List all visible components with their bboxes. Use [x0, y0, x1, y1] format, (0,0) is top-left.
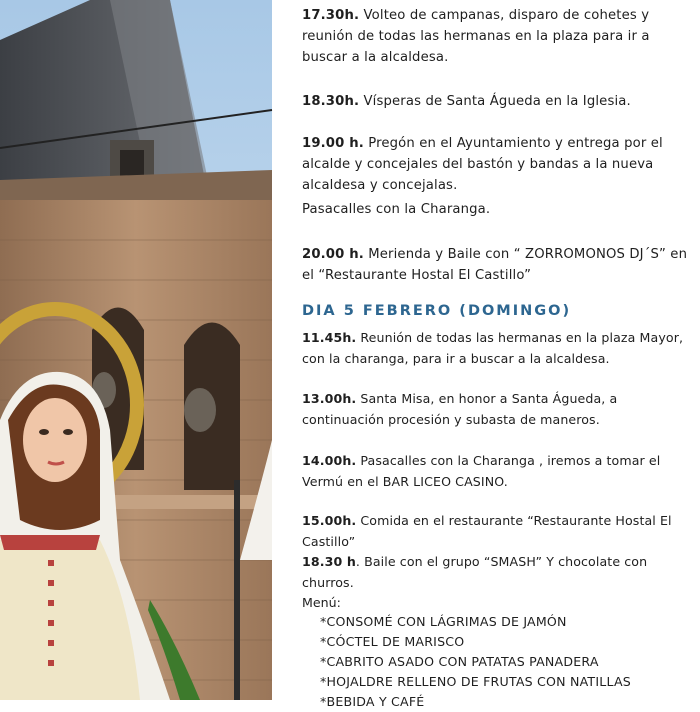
- event-time: 18.30h.: [302, 94, 360, 109]
- event-time: 20.00 h.: [302, 247, 364, 262]
- event-time: 17.30h.: [302, 8, 360, 23]
- menu-item: *HOJALDRE RELLENO DE FRUTAS CON NATILLAS: [320, 674, 631, 689]
- event-description: Reunión de todas las hermanas en la plaza Mayor, con la charanga, para ir a buscar a la alcaldesa.: [302, 330, 684, 366]
- event-1300: [302, 388, 694, 430]
- event-description: Merienda y Baile con “ ZORROMONOS DJ´S” en el “Restaurante Hostal El Castillo”: [302, 247, 688, 283]
- menu-item: *CÓCTEL DE MARISCO: [320, 634, 465, 649]
- event-description: Vísperas de Santa Águeda en la Iglesia.: [359, 94, 631, 109]
- menu-item: *CABRITO ASADO CON PATATAS PANADERA: [320, 654, 599, 669]
- event-time: 18.30 h: [302, 554, 356, 569]
- menu-label: Menú:: [302, 595, 341, 610]
- event-description: Santa Misa, en honor a Santa Águeda, a continuación procesión y subasta de maneros.: [302, 391, 618, 427]
- event-1830: [302, 91, 694, 112]
- event-description: Comida en el restaurante “Restaurante Hostal El Castillo”: [302, 513, 672, 549]
- church-tower-image: [0, 0, 272, 700]
- event-time: 14.00h.: [302, 453, 357, 468]
- event-description: Volteo de campanas, disparo de cohetes y reunión de todas las hermanas en la plaza para ir a buscar a la alcaldesa.: [302, 8, 650, 65]
- event-time: 19.00 h.: [302, 136, 364, 151]
- menu-item: *CONSOMÉ CON LÁGRIMAS DE JAMÓN: [320, 614, 567, 629]
- event-2000: [302, 244, 694, 286]
- church-photo: [0, 0, 272, 700]
- program-text: [302, 0, 694, 709]
- event-1830-sunday: [302, 551, 694, 593]
- event-time: 15.00h.: [302, 513, 357, 528]
- event-description: Pasacalles con la Charanga , iremos a tomar el Vermú en el BAR LICEO CASINO.: [302, 453, 661, 489]
- event-time: 13.00h.: [302, 391, 357, 406]
- day-heading: DIA 5 FEBRERO (DOMINGO): [302, 303, 572, 319]
- event-description: . Baile con el grupo “SMASH” Y chocolate con churros.: [302, 554, 648, 590]
- menu-list: [320, 612, 631, 712]
- event-description: Pregón en el Ayuntamiento y entrega por el alcalde y concejales del bastón y bandas a la nueva alcaldesa y concejalas.: [302, 136, 663, 193]
- menu-item: *BEBIDA Y CAFÉ: [320, 694, 425, 709]
- event-1500: [302, 510, 694, 552]
- event-1900: [302, 133, 694, 196]
- event-1730: [302, 5, 694, 68]
- event-description: Pasacalles con la Charanga.: [302, 202, 491, 217]
- event-pasacalles: [302, 199, 694, 220]
- event-time: 11.45h.: [302, 330, 357, 345]
- event-1145: [302, 327, 694, 369]
- event-1400: [302, 450, 694, 492]
